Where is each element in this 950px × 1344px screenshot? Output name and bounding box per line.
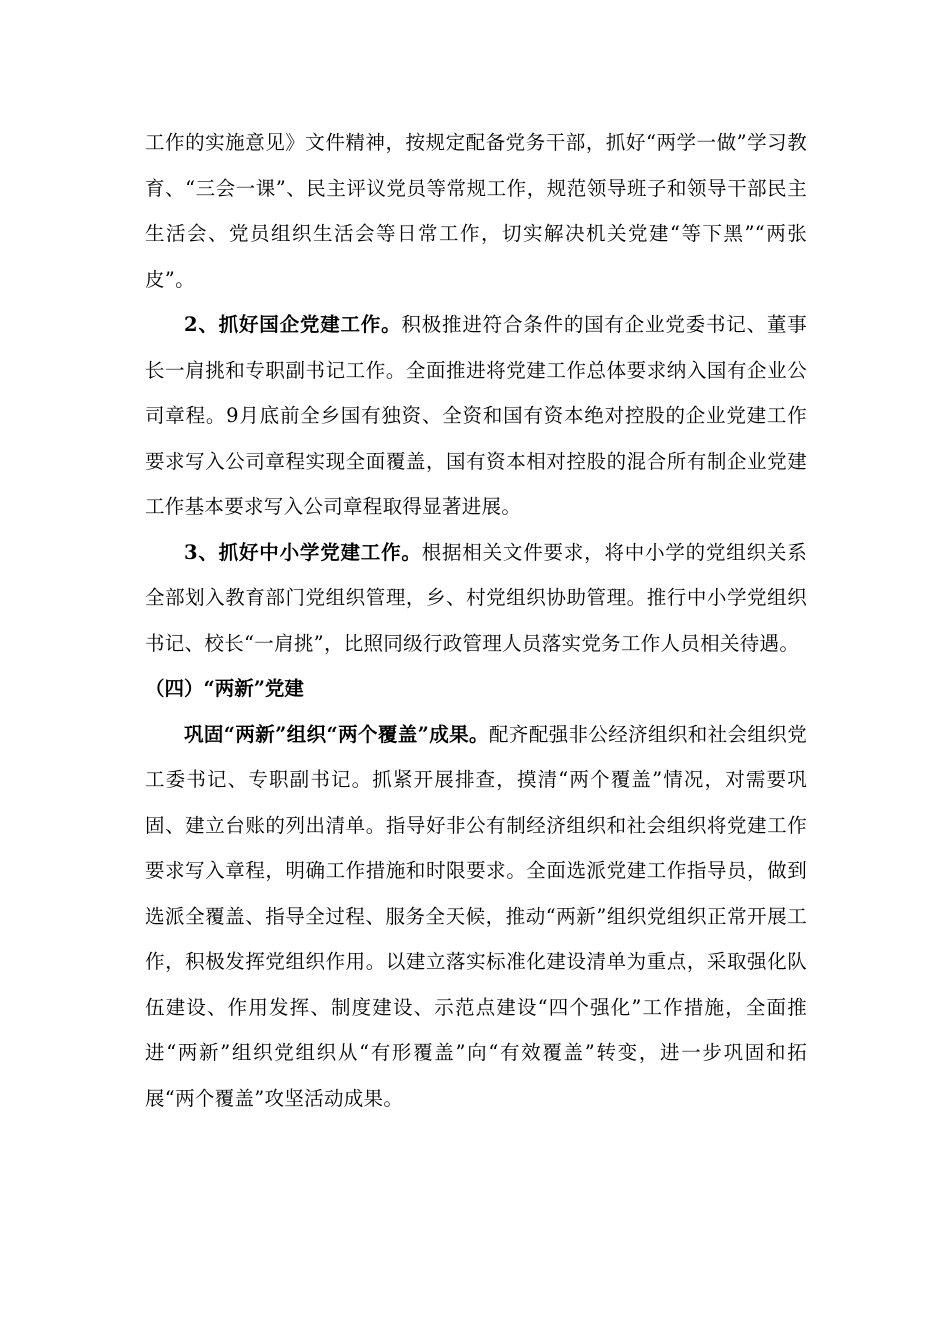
section-4-paragraph	[145, 712, 807, 1122]
document-body	[145, 120, 807, 1121]
item-2-title: 2、抓好国企党建工作。	[184, 313, 402, 336]
section-4-title: 巩固“两新”组织“两个覆盖”成果。	[184, 722, 489, 746]
continuation-paragraph: 工作的实施意见》文件精神，按规定配备党务干部，抓好“两学一做”学习教育、“三会一课”、民主评议党员等常规工作，规范领导班子和领导干部民主生活会、党员组织生活会等日常工作，切实解决机关党建“等下黑”“两张皮”。	[145, 131, 807, 291]
item-2-paragraph	[145, 302, 807, 530]
section-4-body: 配齐配强非公经济组织和社会组织党工委书记、专职副书记。抓紧开展排查，摸清“两个覆盖”情况，对需要巩固、建立台账的列出清单。指导好非公有制经济组织和社会组织将党建工作要求写入章程，明确工作措施和时限要求。全面选派党建工作指导员，做到选派全覆盖、指导全过程、服务全天候，推动“两新”组织党组织正常开展工作，积极发挥党组织作用。以建立落实标准化建设清单为重点，采取强化队伍建设、作用发挥、制度建设、示范点建设“四个强化”工作措施，全面推进“两新”组织党组织从“有形覆盖”向“有效覆盖”转变，进一步巩固和拓展“两个覆盖”攻坚活动成果。	[145, 722, 807, 1110]
section-4-heading: （四）“两新”党建	[145, 677, 304, 700]
item-3-title: 3、抓好中小学党建工作。	[184, 540, 422, 564]
item-3-body: 根据相关文件要求，将中小学的党组织关系全部划入教育部门党组织管理，乡、村党组织协助管理。推行中小学党组织书记、校长“一肩挑”，比照同级行政管理人员落实党务工作人员相关待遇。	[145, 540, 807, 655]
item-2-body: 积极推进符合条件的国有企业党委书记、董事长一肩挑和专职副书记工作。全面推进将党建工作总体要求纳入国有企业公司章程。9月底前全乡国有独资、全资和国有资本绝对控股的企业党建工作要求写入公司章程实现全面覆盖，国有资本相对控股的混合所有制企业党建工作基本要求写入公司章程取得显著进展。	[145, 313, 807, 518]
item-3-paragraph	[145, 530, 807, 667]
